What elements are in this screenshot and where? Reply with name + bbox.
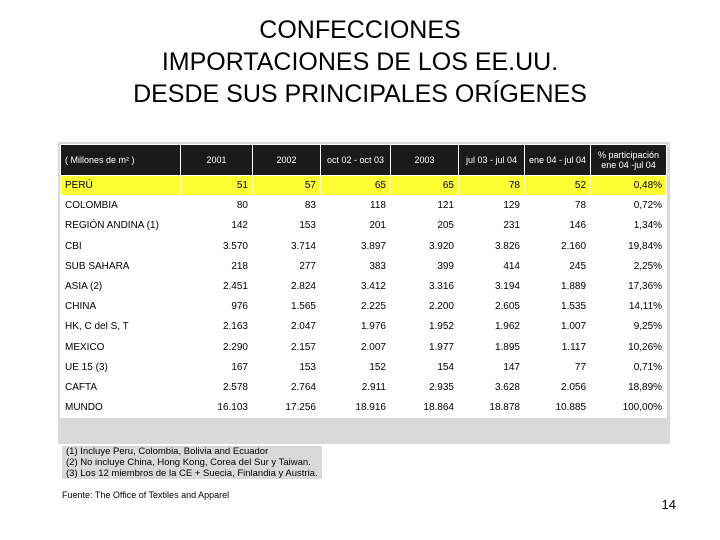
row-label: REGIÓN ANDINA (1)	[61, 216, 181, 236]
col-header: oct 02 - oct 03	[321, 145, 391, 176]
table-cell: 2.056	[525, 377, 591, 397]
table-row	[61, 196, 667, 216]
table-cell: 83	[253, 196, 321, 216]
table-cell: 9,25%	[591, 317, 667, 337]
table-row	[61, 216, 667, 236]
page-number: 14	[661, 497, 676, 512]
source-note: Fuente: The Office of Textiles and Apparel	[62, 490, 230, 500]
col-header: 2002	[253, 145, 321, 176]
table-row	[61, 398, 667, 418]
table-header-row	[61, 145, 667, 176]
table-cell: 976	[181, 297, 253, 317]
row-label: HK, C del S, T	[61, 317, 181, 337]
table-cell: 2.157	[253, 337, 321, 357]
table-cell: 152	[321, 357, 391, 377]
table-cell: 2.160	[525, 236, 591, 256]
table-cell: 78	[525, 196, 591, 216]
table-cell: 2.911	[321, 377, 391, 397]
table-cell: 19,84%	[591, 236, 667, 256]
title-line-1: CONFECCIONES	[259, 16, 461, 44]
table-row	[61, 236, 667, 256]
col-header: 2003	[391, 145, 459, 176]
table-cell: 1.976	[321, 317, 391, 337]
table-cell: 129	[459, 196, 525, 216]
table-cell: 1.977	[391, 337, 459, 357]
row-label: PERÚ	[61, 176, 181, 196]
table-cell: 80	[181, 196, 253, 216]
table-cell: 3.194	[459, 276, 525, 296]
footnotes	[62, 446, 322, 479]
table-cell: 1.535	[525, 297, 591, 317]
col-header: ene 04 - jul 04	[525, 145, 591, 176]
table-cell: 3.920	[391, 236, 459, 256]
table-cell: 52	[525, 176, 591, 196]
table-cell: 2,25%	[591, 256, 667, 276]
table-cell: 51	[181, 176, 253, 196]
table-cell: 1.895	[459, 337, 525, 357]
table-cell: 245	[525, 256, 591, 276]
table-cell: 2.290	[181, 337, 253, 357]
table-cell: 2.163	[181, 317, 253, 337]
row-label: ASIA (2)	[61, 276, 181, 296]
table-row	[61, 317, 667, 337]
table-cell: 118	[321, 196, 391, 216]
table-cell: 383	[321, 256, 391, 276]
table-cell: 153	[253, 216, 321, 236]
table-row	[61, 337, 667, 357]
row-label: MEXICO	[61, 337, 181, 357]
table-cell: 0,48%	[591, 176, 667, 196]
title-line-3: DESDE SUS PRINCIPALES ORÍGENES	[133, 80, 587, 108]
table-cell: 16.103	[181, 398, 253, 418]
table-cell: 2.007	[321, 337, 391, 357]
row-label: MUNDO	[61, 398, 181, 418]
table-cell: 154	[391, 357, 459, 377]
row-label: UE 15 (3)	[61, 357, 181, 377]
footnote: (3) Los 12 miembros de la CE + Suecia, Finlandia y Austria.	[66, 468, 318, 479]
table-body	[61, 176, 667, 418]
table-cell: 1.117	[525, 337, 591, 357]
table-cell: 2.764	[253, 377, 321, 397]
col-header: jul 03 - jul 04	[459, 145, 525, 176]
row-label: CHINA	[61, 297, 181, 317]
units-header: ( Millones de m² )	[61, 145, 181, 176]
footnote: (2) No incluye China, Hong Kong, Corea del Sur y Taiwan.	[66, 457, 311, 468]
table-cell: 2.578	[181, 377, 253, 397]
table-cell: 18.878	[459, 398, 525, 418]
pct-header	[591, 145, 667, 176]
table-cell: 3.316	[391, 276, 459, 296]
table-cell: 2.935	[391, 377, 459, 397]
table-cell: 2.225	[321, 297, 391, 317]
table-row	[61, 256, 667, 276]
table-cell: 167	[181, 357, 253, 377]
row-label: SUB SAHARA	[61, 256, 181, 276]
table-cell: 0,72%	[591, 196, 667, 216]
pct-header-line-1: % participación	[598, 150, 660, 160]
pct-header-line-2: ene 04 -jul 04	[601, 160, 656, 170]
table-cell: 2.824	[253, 276, 321, 296]
table-cell: 17.256	[253, 398, 321, 418]
table-cell: 3.826	[459, 236, 525, 256]
table-row	[61, 176, 667, 196]
table-cell: 57	[253, 176, 321, 196]
row-label: CBI	[61, 236, 181, 256]
table-row	[61, 357, 667, 377]
table-cell: 100,00%	[591, 398, 667, 418]
table-cell: 399	[391, 256, 459, 276]
table-cell: 10,26%	[591, 337, 667, 357]
table-cell: 18.864	[391, 398, 459, 418]
table-cell: 414	[459, 256, 525, 276]
table-cell: 78	[459, 176, 525, 196]
table-cell: 1.565	[253, 297, 321, 317]
table-cell: 65	[391, 176, 459, 196]
table-cell: 121	[391, 196, 459, 216]
table-cell: 277	[253, 256, 321, 276]
slide-title	[0, 14, 720, 110]
table-cell: 1.952	[391, 317, 459, 337]
table-cell: 3.412	[321, 276, 391, 296]
table-cell: 205	[391, 216, 459, 236]
table-cell: 18,89%	[591, 377, 667, 397]
table-cell: 2.200	[391, 297, 459, 317]
table-cell: 3.897	[321, 236, 391, 256]
col-header: 2001	[181, 145, 253, 176]
table-cell: 2.047	[253, 317, 321, 337]
table-cell: 142	[181, 216, 253, 236]
table-cell: 3.714	[253, 236, 321, 256]
table-cell: 2.605	[459, 297, 525, 317]
row-label: CAFTA	[61, 377, 181, 397]
table-cell: 146	[525, 216, 591, 236]
table-cell: 14,11%	[591, 297, 667, 317]
table-cell: 201	[321, 216, 391, 236]
table-cell: 0,71%	[591, 357, 667, 377]
table-cell: 1.889	[525, 276, 591, 296]
table-cell: 147	[459, 357, 525, 377]
row-label: COLOMBIA	[61, 196, 181, 216]
table-cell: 1.962	[459, 317, 525, 337]
table-cell: 3.570	[181, 236, 253, 256]
table-cell: 1.007	[525, 317, 591, 337]
table-cell: 3.628	[459, 377, 525, 397]
table-cell: 218	[181, 256, 253, 276]
table-cell: 2.451	[181, 276, 253, 296]
title-line-2: IMPORTACIONES DE LOS EE.UU.	[161, 48, 559, 76]
table-cell: 10.885	[525, 398, 591, 418]
table-cell: 18.916	[321, 398, 391, 418]
table-cell: 65	[321, 176, 391, 196]
table-row	[61, 377, 667, 397]
table-cell: 77	[525, 357, 591, 377]
table-row	[61, 276, 667, 296]
footnote: (1) Incluye Peru, Colombia, Bolivia and Ecuador	[66, 446, 269, 457]
table-cell: 153	[253, 357, 321, 377]
table-cell: 1,34%	[591, 216, 667, 236]
table-row	[61, 297, 667, 317]
table-cell: 17,36%	[591, 276, 667, 296]
table-cell: 231	[459, 216, 525, 236]
imports-table	[60, 144, 667, 418]
